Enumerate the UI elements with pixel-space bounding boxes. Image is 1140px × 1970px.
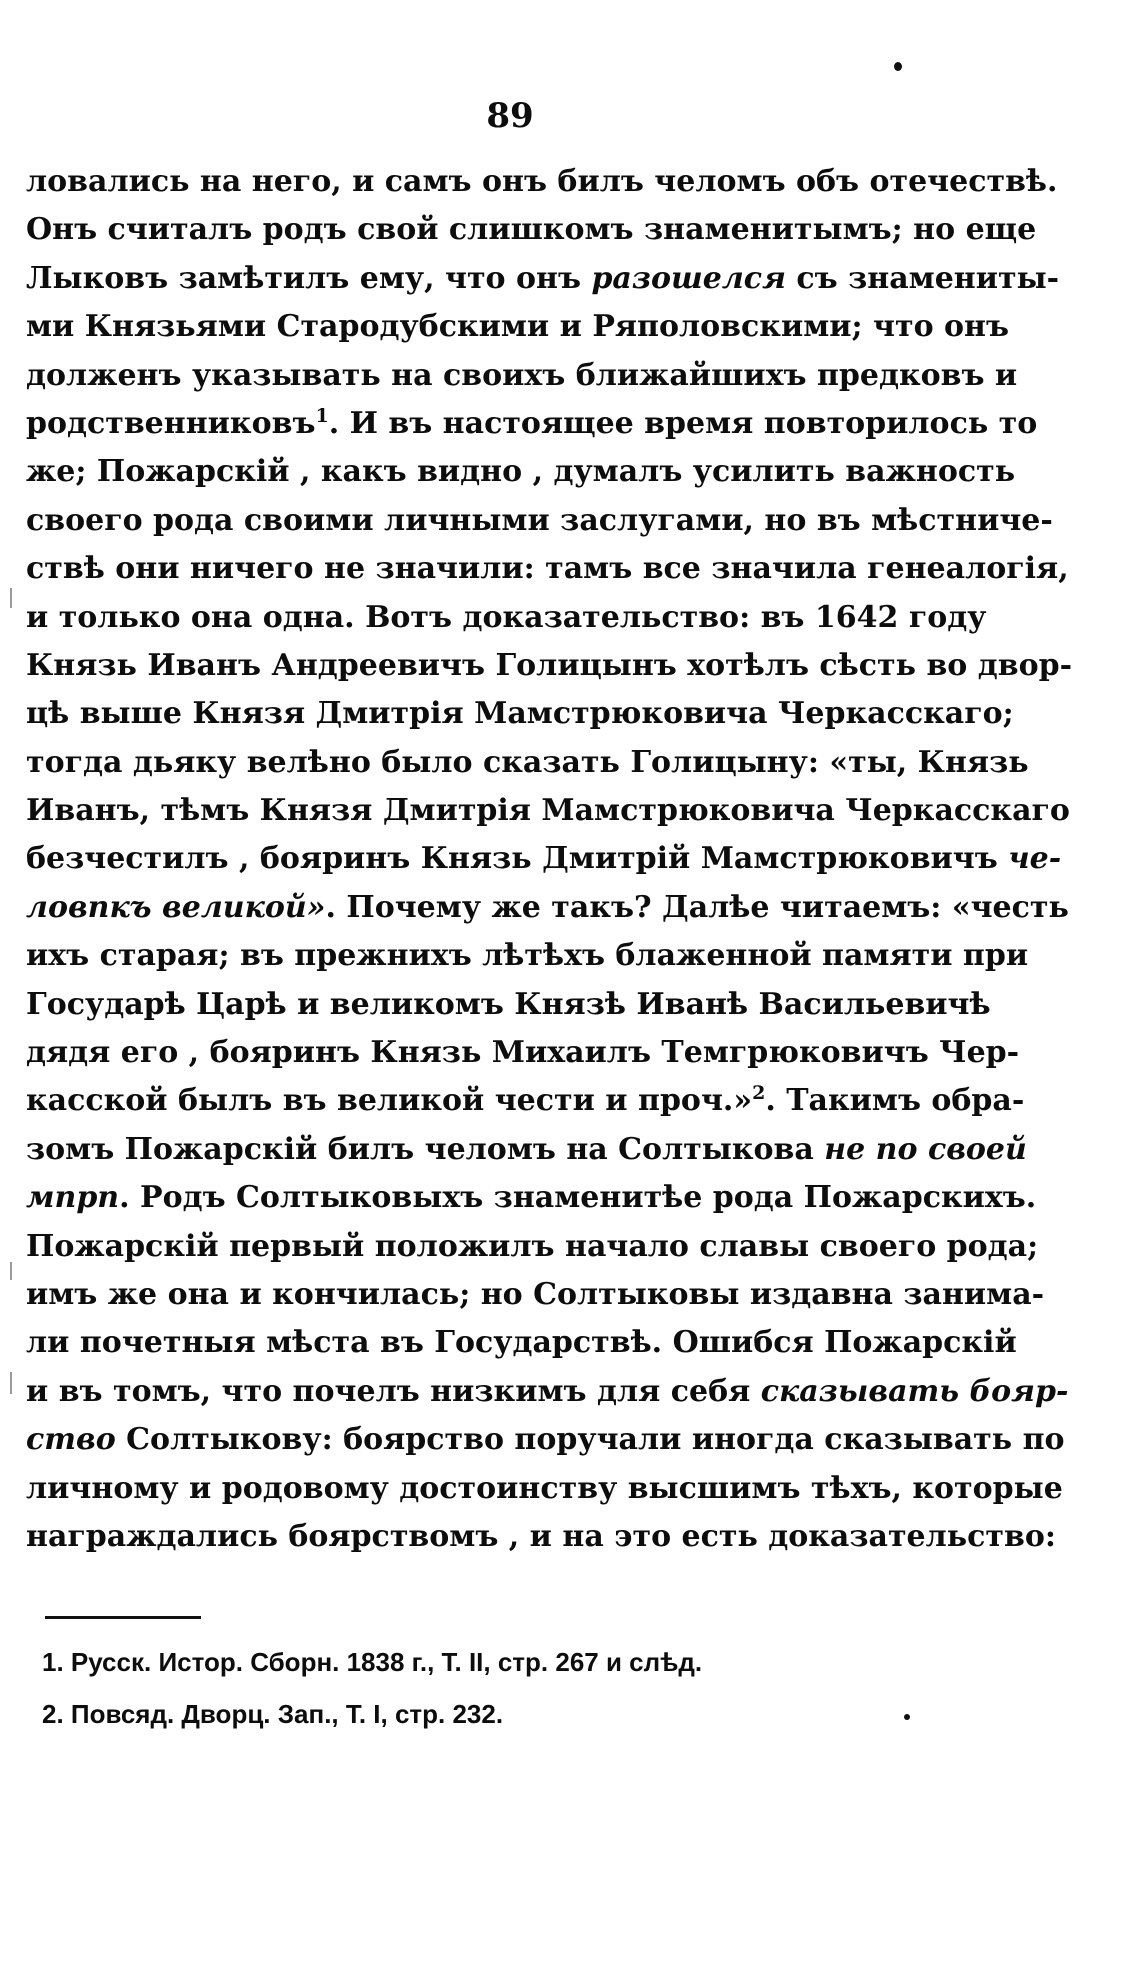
footnote-ref: 1 xyxy=(315,404,329,427)
text-line: Иванъ, тѣмъ Князя Дмитрія Мамстрюковича Черкасскаго xyxy=(26,793,1070,829)
text-line: Государѣ Царѣ и великомъ Князѣ Иванѣ Васильевичѣ xyxy=(26,986,991,1022)
margin-mark xyxy=(10,1372,12,1394)
text-line: ствѣ они ничего не значили: тамъ все значила генеалогія, xyxy=(26,551,1069,587)
text-line: Онъ считалъ родъ свой слишкомъ знаменитымъ; но еще xyxy=(26,212,1037,248)
text-line: ловались на него, и самъ онъ билъ челомъ объ отечествѣ. xyxy=(26,164,1058,199)
ink-speck xyxy=(894,62,902,71)
margin-mark xyxy=(10,588,12,608)
text-line: тогда дьяку велѣно было сказать Голицыну: «ты, Князь xyxy=(26,744,1029,780)
emphasis: мпрп xyxy=(26,1180,120,1216)
footnote: 1. Русск. Истор. Сборн. 1838 г., Т. II, стр. 267 и слѣд. xyxy=(42,1647,703,1677)
margin-mark xyxy=(10,1262,12,1280)
text-line: и только она одна. Вотъ доказательство: въ 1642 году xyxy=(26,599,987,635)
text-line: Пожарскій первый положилъ начало славы своего рода; xyxy=(26,1228,1039,1264)
emphasis: ловпкъ великой» xyxy=(26,889,326,925)
text-line: родственниковъ$^1$. И въ настоящее время повторилось то xyxy=(26,404,1038,441)
ink-speck xyxy=(904,1714,910,1720)
text-line: ли почетныя мѣста въ Государствѣ. Ошибся Пожарскій xyxy=(26,1325,1017,1361)
text-line: касской былъ въ великой чести и проч.»$^2$. Такимъ обра- xyxy=(26,1082,1025,1119)
footnote-ref: 2 xyxy=(752,1082,766,1105)
text-line: имъ же она и кончилась; но Солтыковы издавна занима- xyxy=(26,1276,1045,1312)
text-line: ми Князьями Стародубскими и Ряполовскими; что онъ xyxy=(26,309,1010,345)
page-number: 89 xyxy=(486,96,534,136)
text-line: ихъ старая; въ прежнихъ лѣтѣхъ блаженной памяти при xyxy=(26,938,1029,974)
text-line: долженъ указывать на своихъ ближайшихъ предковъ и xyxy=(26,357,1018,393)
emphasis: сказывать бояр- xyxy=(760,1373,1069,1409)
emphasis: че- xyxy=(1008,841,1062,877)
text-line: личному и родовому достоинству высшимъ тѣхъ, которые xyxy=(26,1470,1063,1506)
text-line: цѣ выше Князя Дмитрія Мамстрюковича Черкасскаго; xyxy=(26,696,1014,732)
text-line: безчестилъ , бояринъ Князь Дмитрій Мамстрюковичъ че- xyxy=(26,841,1062,877)
text-line: ство Солтыкову: боярство поручали иногда сказывать по xyxy=(26,1422,1065,1458)
footnote-separator xyxy=(45,1616,201,1619)
text-line: ловпкъ великой». Почему же такъ? Далѣе читаемъ: «честь xyxy=(26,889,1069,925)
text-line: мпрп. Родъ Солтыковыхъ знаменитѣе рода Пожарскихъ. xyxy=(26,1180,1037,1216)
text-line: награждались боярствомъ , и на это есть доказательство: xyxy=(26,1518,1056,1554)
emphasis: разошелся xyxy=(591,260,786,296)
text-line: зомъ Пожарскій билъ челомъ на Солтыкова не по своей xyxy=(26,1131,1027,1167)
text-line: своего рода своими личными заслугами, но въ мѣстниче- xyxy=(26,502,1053,538)
text-line: же; Пожарскій , какъ видно , думалъ усилить важность xyxy=(26,454,1016,490)
text-line: Лыковъ замѣтилъ ему, что онъ разошелся съ знамениты- xyxy=(26,260,1060,296)
emphasis: ство xyxy=(26,1422,116,1458)
text-line: и въ томъ, что почелъ низкимъ для себя сказывать бояр- xyxy=(26,1373,1069,1409)
emphasis: не по своей xyxy=(824,1131,1027,1167)
body-text xyxy=(26,158,1073,1561)
text-line: дядя его , бояринъ Князь Михаилъ Темгрюковичъ Чер- xyxy=(26,1035,1020,1071)
footnote: 2. Повсяд. Дворц. Зап., Т. I, стр. 232. xyxy=(42,1699,504,1729)
text-line: Князь Иванъ Андреевичъ Голицынъ хотѣлъ сѣсть во двор- xyxy=(26,647,1073,683)
footnotes xyxy=(42,1636,942,1740)
